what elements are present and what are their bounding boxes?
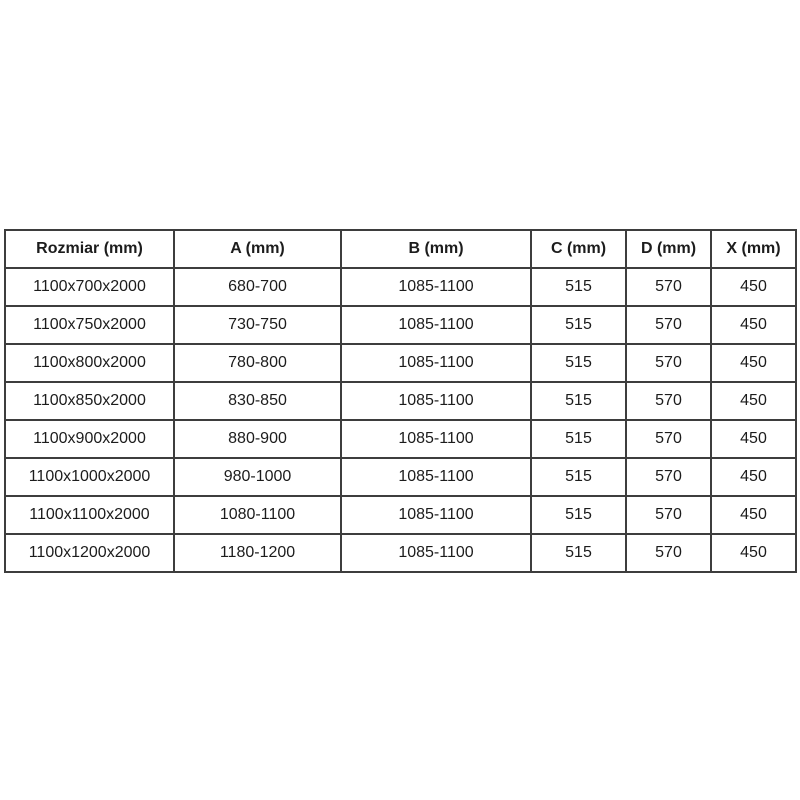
cell-b: 1085-1100	[341, 306, 531, 344]
table-row	[5, 268, 796, 306]
size-spec-table	[4, 229, 797, 573]
table-row	[5, 382, 796, 420]
cell-b: 1085-1100	[341, 496, 531, 534]
cell-b: 1085-1100	[341, 458, 531, 496]
cell-rozmiar: 1100x1100x2000	[5, 496, 174, 534]
cell-a: 1180-1200	[174, 534, 341, 572]
cell-b: 1085-1100	[341, 344, 531, 382]
cell-a: 780-800	[174, 344, 341, 382]
cell-c: 515	[531, 382, 626, 420]
column-header-rozmiar: Rozmiar (mm)	[5, 230, 174, 268]
cell-x: 450	[711, 496, 796, 534]
cell-d: 570	[626, 458, 711, 496]
cell-rozmiar: 1100x800x2000	[5, 344, 174, 382]
cell-x: 450	[711, 458, 796, 496]
cell-d: 570	[626, 344, 711, 382]
cell-c: 515	[531, 420, 626, 458]
cell-c: 515	[531, 306, 626, 344]
cell-b: 1085-1100	[341, 420, 531, 458]
table-row	[5, 306, 796, 344]
cell-rozmiar: 1100x850x2000	[5, 382, 174, 420]
cell-rozmiar: 1100x700x2000	[5, 268, 174, 306]
cell-c: 515	[531, 534, 626, 572]
cell-b: 1085-1100	[341, 268, 531, 306]
cell-d: 570	[626, 496, 711, 534]
cell-c: 515	[531, 496, 626, 534]
cell-d: 570	[626, 382, 711, 420]
cell-d: 570	[626, 420, 711, 458]
cell-x: 450	[711, 382, 796, 420]
cell-x: 450	[711, 268, 796, 306]
table-row	[5, 534, 796, 572]
cell-x: 450	[711, 420, 796, 458]
cell-x: 450	[711, 344, 796, 382]
cell-x: 450	[711, 534, 796, 572]
cell-a: 680-700	[174, 268, 341, 306]
column-header-c: C (mm)	[531, 230, 626, 268]
cell-a: 980-1000	[174, 458, 341, 496]
cell-x: 450	[711, 306, 796, 344]
cell-c: 515	[531, 268, 626, 306]
cell-c: 515	[531, 344, 626, 382]
cell-rozmiar: 1100x1200x2000	[5, 534, 174, 572]
cell-d: 570	[626, 306, 711, 344]
cell-d: 570	[626, 534, 711, 572]
cell-a: 830-850	[174, 382, 341, 420]
column-header-a: A (mm)	[174, 230, 341, 268]
cell-a: 730-750	[174, 306, 341, 344]
cell-rozmiar: 1100x1000x2000	[5, 458, 174, 496]
table-row	[5, 344, 796, 382]
column-header-b: B (mm)	[341, 230, 531, 268]
header-row	[5, 230, 796, 268]
cell-a: 1080-1100	[174, 496, 341, 534]
column-header-x: X (mm)	[711, 230, 796, 268]
column-header-d: D (mm)	[626, 230, 711, 268]
table-row	[5, 496, 796, 534]
cell-rozmiar: 1100x750x2000	[5, 306, 174, 344]
cell-b: 1085-1100	[341, 382, 531, 420]
cell-c: 515	[531, 458, 626, 496]
cell-rozmiar: 1100x900x2000	[5, 420, 174, 458]
cell-b: 1085-1100	[341, 534, 531, 572]
cell-d: 570	[626, 268, 711, 306]
table-row	[5, 458, 796, 496]
cell-a: 880-900	[174, 420, 341, 458]
table-row	[5, 420, 796, 458]
